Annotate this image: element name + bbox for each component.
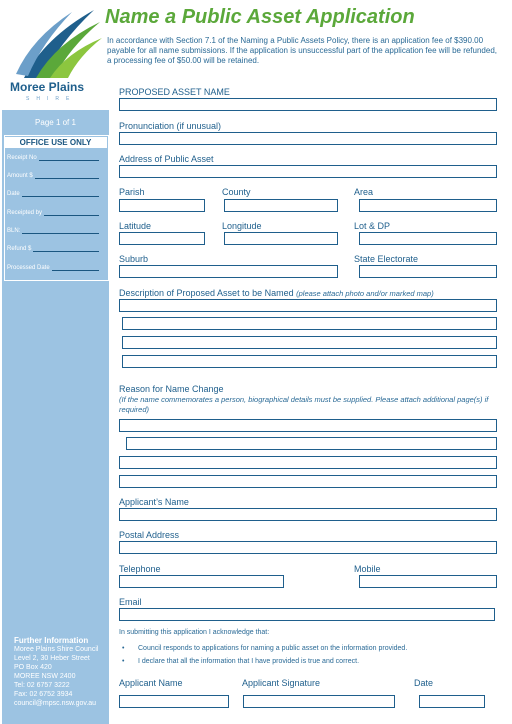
bullet-item: • Council responds to applications for naming a public asset on the information provided.: [122, 645, 408, 652]
office-use-title: OFFICE USE ONLY: [4, 137, 107, 148]
county-field[interactable]: [224, 199, 338, 212]
description-label: Description of Proposed Asset to be Named (please attach photo and/or marked map): [119, 288, 434, 298]
telephone-field[interactable]: [119, 575, 284, 588]
office-row-bln: BLN:: [7, 227, 99, 234]
office-line: [22, 227, 99, 234]
electorate-field[interactable]: [359, 265, 497, 278]
description-field-4[interactable]: [122, 355, 497, 368]
lot-field[interactable]: [359, 232, 497, 245]
proposed-name-label: PROPOSED ASSET NAME: [119, 87, 230, 97]
sig-signature-label: Applicant Signature: [242, 678, 321, 688]
mobile-field[interactable]: [359, 575, 497, 588]
description-field-3[interactable]: [122, 336, 497, 349]
parish-label: Parish: [119, 187, 145, 197]
address-label: Address of Public Asset: [119, 154, 214, 164]
applicant-name-field[interactable]: [119, 508, 497, 521]
further-line: Level 2, 30 Heber Street: [14, 655, 90, 662]
logo-sub: SHIRE: [26, 96, 77, 102]
reason-field-4[interactable]: [119, 475, 497, 488]
office-line: [35, 172, 99, 179]
mobile-label: Mobile: [354, 564, 381, 574]
sig-name-field[interactable]: [119, 695, 229, 708]
further-line: MOREE NSW 2400: [14, 673, 76, 680]
lot-label: Lot & DP: [354, 221, 391, 231]
suburb-field[interactable]: [119, 265, 338, 278]
office-row-refund: Refund $: [7, 245, 99, 252]
address-field[interactable]: [119, 165, 497, 178]
sig-name-label: Applicant Name: [119, 678, 183, 688]
further-line: Moree Plains Shire Council: [14, 646, 99, 653]
reason-field-2[interactable]: [126, 437, 497, 450]
suburb-label: Suburb: [119, 254, 149, 264]
applicant-name-label: Applicant’s Name: [119, 497, 189, 507]
page-indicator: Page 1 of 1: [35, 118, 76, 127]
latitude-field[interactable]: [119, 232, 205, 245]
office-line: [22, 190, 99, 197]
intro-text: In accordance with Section 7.1 of the Naming a Public Assets Policy, there is an application fee of $390.00 payable for all name submissions. If the application is unsuccessful part of the application fee will be refunded, a processing fee of $50.00 will be retained.: [107, 36, 497, 65]
further-line: Fax: 02 6752 3934: [14, 691, 73, 698]
bullet-icon: •: [122, 645, 125, 652]
reason-label: Reason for Name Change: [119, 384, 224, 394]
office-line: [33, 245, 99, 252]
sig-signature-field[interactable]: [243, 695, 395, 708]
office-line: [44, 209, 99, 216]
further-title: Further Information: [14, 636, 89, 645]
office-line: [52, 264, 99, 271]
email-field[interactable]: [119, 608, 495, 621]
area-field[interactable]: [359, 199, 497, 212]
office-row-processed-date: Processed Date: [7, 264, 99, 271]
postal-address-label: Postal Address: [119, 530, 180, 540]
reason-field-3[interactable]: [119, 456, 497, 469]
area-label: Area: [354, 187, 374, 197]
latitude-label: Latitude: [119, 221, 152, 231]
electorate-label: State Electorate: [354, 254, 419, 264]
acknowledge-text: In submitting this application I acknowledge that:: [119, 629, 270, 636]
council-logo-icon: [14, 8, 104, 80]
description-note: (please attach photo and/or marked map): [296, 289, 434, 298]
logo-name: Moree Plains: [10, 80, 85, 94]
further-line: Tel: 02 6757 3222: [14, 682, 70, 689]
bullet-item: • I declare that all the information that I have provided is true and correct.: [122, 658, 360, 665]
pronunciation-label: Pronunciation (if unusual): [119, 121, 222, 131]
description-field-1[interactable]: [119, 299, 497, 312]
longitude-field[interactable]: [224, 232, 338, 245]
further-line: council@mpsc.nsw.gov.au: [14, 700, 97, 707]
email-label: Email: [119, 597, 142, 607]
sig-date-label: Date: [414, 678, 434, 688]
further-information: [14, 636, 98, 708]
postal-address-field[interactable]: [119, 541, 497, 554]
office-row-amount: Amount $: [7, 172, 99, 179]
bullet-icon: •: [122, 658, 125, 665]
sig-date-field[interactable]: [419, 695, 485, 708]
description-field-2[interactable]: [122, 317, 497, 330]
telephone-label: Telephone: [119, 564, 161, 574]
page-title: Name a Public Asset Application: [105, 6, 415, 28]
office-row-receipt: Receipt No: [7, 154, 99, 161]
parish-field[interactable]: [119, 199, 205, 212]
pronunciation-field[interactable]: [119, 132, 497, 145]
further-line: PO Box 420: [14, 664, 52, 671]
county-label: County: [222, 187, 251, 197]
office-row-date: Date: [7, 190, 99, 197]
reason-field-1[interactable]: [119, 419, 497, 432]
longitude-label: Longitude: [222, 221, 262, 231]
reason-note: (If the name commemorates a person, biographical details must be supplied. Please attach additional page(s) if required): [119, 395, 489, 414]
proposed-name-field[interactable]: [119, 98, 497, 111]
office-row-receipted-by: Receipted by: [7, 209, 99, 216]
office-line: [39, 154, 99, 161]
